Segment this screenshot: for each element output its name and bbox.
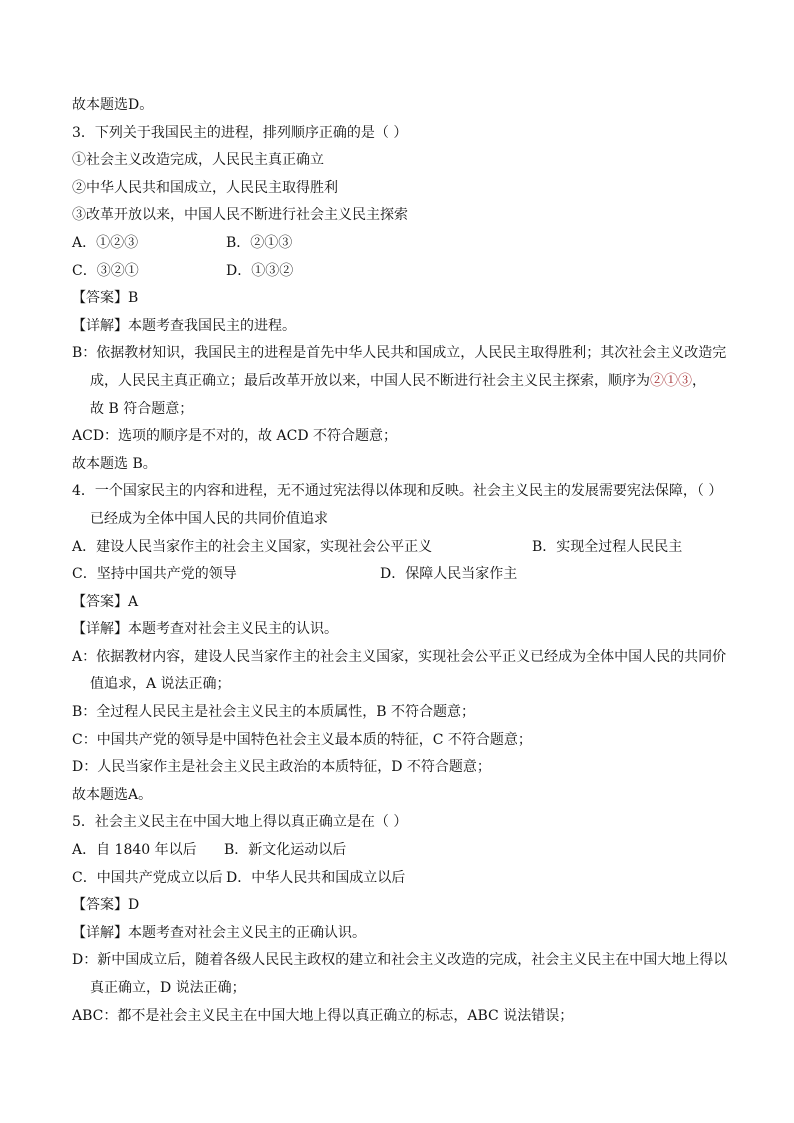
question-3-explanation-b-2-punct: ， [692, 372, 706, 389]
question-5-detail: 【详解】本题考查对社会主义民主的正确认识。 [72, 924, 366, 941]
question-3-statement-3: ③改革开放以来，中国人民不断进行社会主义民主探索 [72, 207, 408, 224]
question-4-stem-2: 已经成为全体中国人民的共同价值追求 [90, 510, 328, 527]
question-4-option-b: B．实现全过程人民民主 [532, 538, 683, 555]
question-3-options-row-1 [72, 230, 734, 258]
question-3-detail: 【详解】本题考查我国民主的进程。 [72, 317, 296, 334]
question-3-answer: 【答案】B [72, 290, 139, 307]
question-4-option-d: D．保障人民当家作主 [380, 566, 518, 583]
question-5-options-row-1 [72, 837, 734, 865]
question-4-option-c: C．坚持中国共产党的领导 [72, 566, 237, 583]
question-5-option-b: B．新文化运动以后 [224, 842, 347, 859]
question-3-option-b: B．②①③ [226, 234, 293, 251]
question-3-option-d: D．①③② [226, 262, 294, 279]
question-5-options-row-2 [72, 865, 734, 893]
question-4-explanation-d: D：人民当家作主是社会主义民主政治的本质特征，D 不符合题意； [72, 759, 491, 776]
question-5-explanation-abc: ABC：都不是社会主义民主在中国大地上得以真正确立的标志，ABC 说法错误； [72, 1007, 574, 1024]
question-3-explanation-b-2-text: 成，人民民主真正确立；最后改革开放以来，中国人民不断进行社会主义民主探索，顺序为 [90, 372, 650, 389]
question-3-option-c: C．③②① [72, 262, 139, 279]
question-5-answer: 【答案】D [72, 897, 140, 914]
question-3-options-row-2 [72, 258, 734, 286]
question-3-stem: 3．下列关于我国民主的进程，排列顺序正确的是（ ） [72, 124, 408, 141]
question-3-statement-2: ②中华人民共和国成立，人民民主取得胜利 [72, 179, 338, 196]
question-4-answer: 【答案】A [72, 593, 139, 610]
conclusion-line: 故本题选D。 [72, 97, 154, 113]
question-5-option-d: D．中华人民共和国成立以后 [226, 869, 406, 886]
question-4-conclusion: 故本题选A。 [72, 786, 153, 803]
question-5-explanation-d-2: 真正确立，D 说法正确； [90, 980, 246, 996]
question-5-explanation-d-1: D：新中国成立后，随着各级人民民主政权的建立和社会主义改造的完成，社会主义民主在中国大地上得以 [72, 952, 728, 969]
question-3-explanation-b-1: B：依据教材知识，我国民主的进程是首先中华人民共和国成立，人民民主取得胜利；其次社会主义改造完 [72, 345, 727, 362]
question-4-explanation-a-2: 值追求，A 说法正确； [90, 676, 231, 693]
question-4-detail: 【详解】本题考查对社会主义民主的认识。 [72, 621, 338, 638]
question-3-conclusion: 故本题选 B。 [72, 455, 157, 472]
question-3-explanation-b-2 [72, 368, 734, 396]
question-5-option-a: A．自 1840 年以后 [72, 842, 197, 859]
question-3-explanation-acd: ACD：选项的顺序是不对的，故 ACD 不符合题意； [72, 428, 397, 445]
question-4-option-a: A．建设人民当家作主的社会主义国家，实现社会公平正义 [72, 538, 433, 555]
question-3-option-a: A．①②③ [72, 234, 139, 251]
question-5-option-c: C．中国共产党成立以后 [72, 869, 223, 886]
question-3-highlighted-order: ②①③ [650, 372, 692, 389]
question-5-stem: 5．社会主义民主在中国大地上得以真正确立是在（ ） [72, 814, 408, 831]
question-3-explanation-b-3: 故 B 符合题意； [90, 400, 194, 417]
question-4-options-row-2 [72, 561, 734, 589]
question-4-explanation-b: B：全过程人民民主是社会主义民主的本质属性，B 不符合题意； [72, 704, 476, 721]
question-4-stem-1: 4．一个国家民主的内容和进程，无不通过宪法得以体现和反映。社会主义民主的发展需要宪法保障，（ ） [72, 483, 723, 500]
question-3-statement-1: ①社会主义改造完成，人民民主真正确立 [72, 152, 324, 169]
question-4-explanation-a-1: A：依据教材内容，建设人民当家作主的社会主义国家，实现社会公平正义已经成为全体中国人民的共同价 [72, 648, 727, 665]
question-4-explanation-c: C：中国共产党的领导是中国特色社会主义最本质的特征，C 不符合题意； [72, 731, 532, 748]
question-4-options-row-1 [72, 534, 734, 562]
